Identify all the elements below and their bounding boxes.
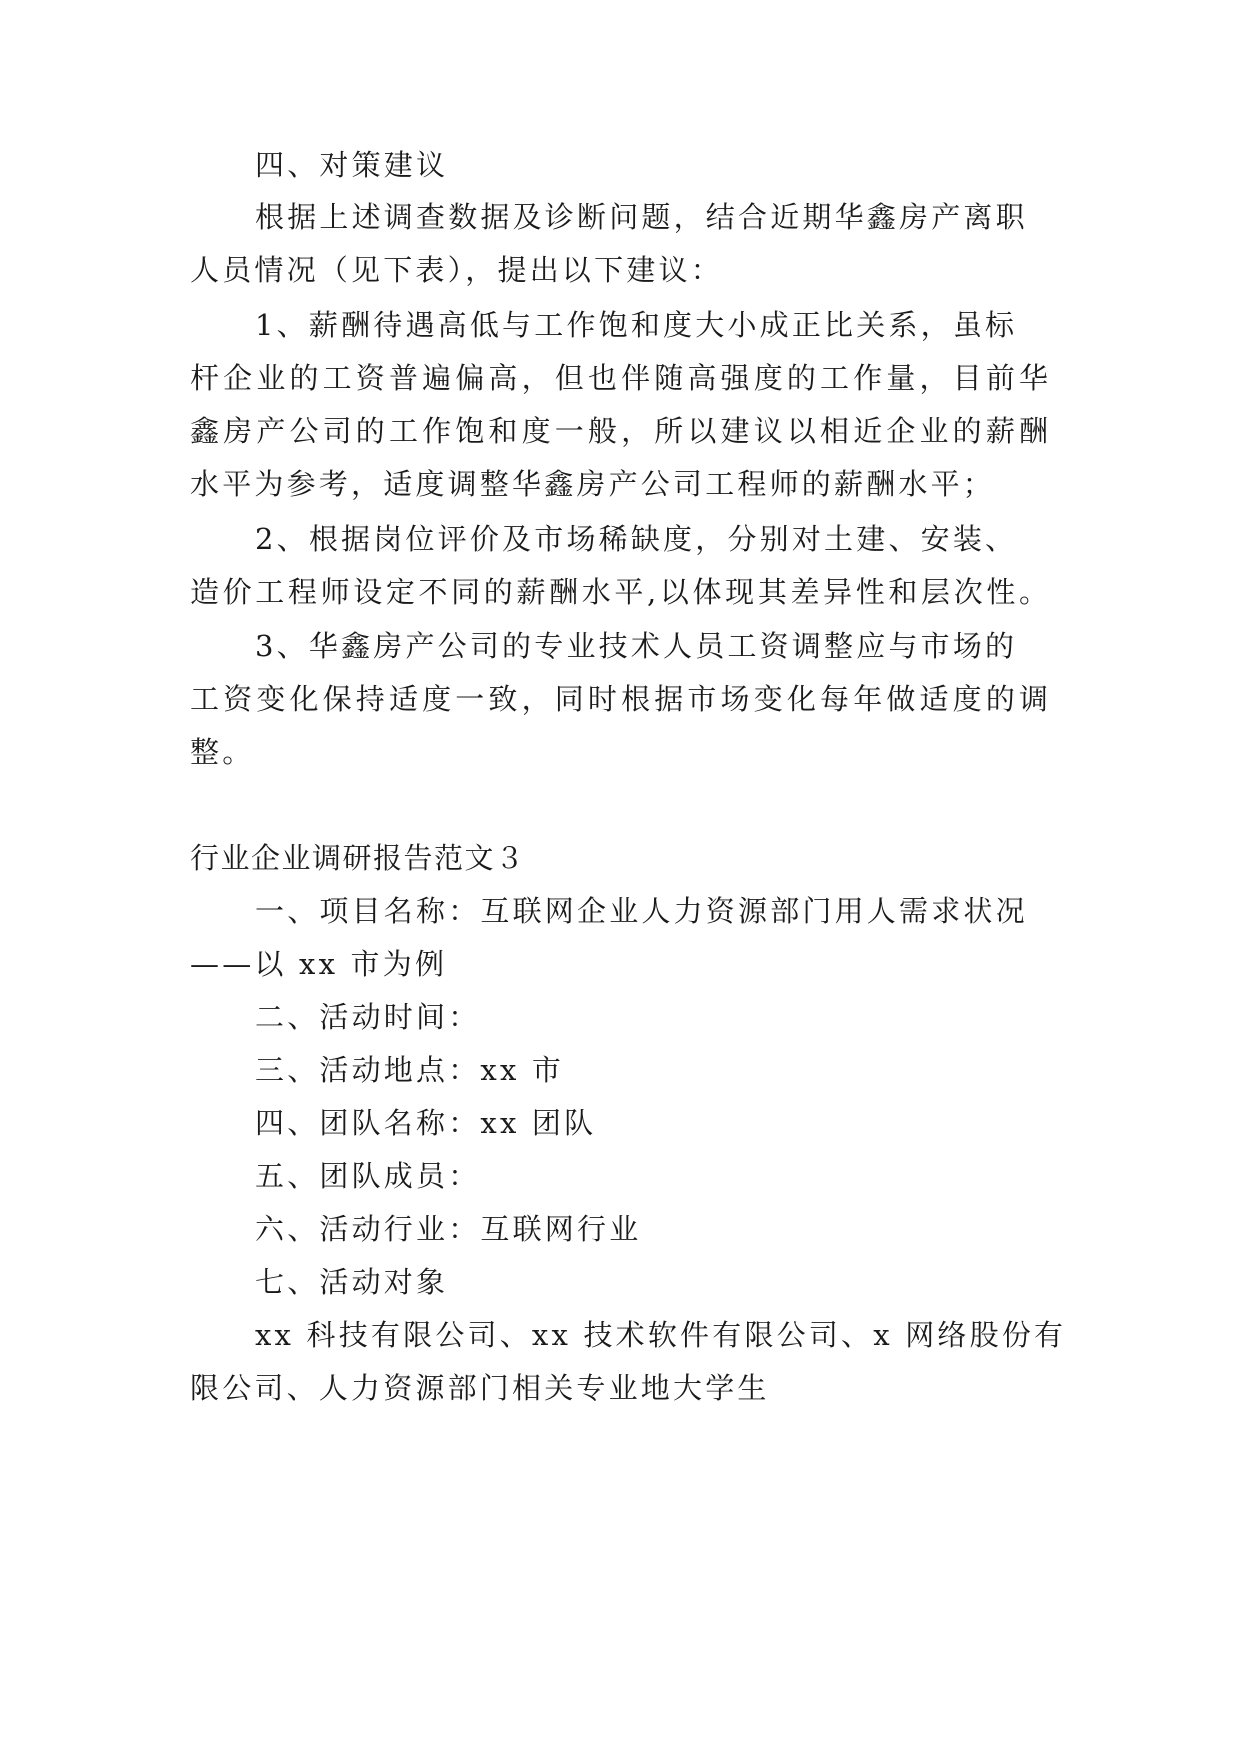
paragraph-line: 工资变化保持适度一致，同时根据市场变化每年做适度的调: [190, 682, 1048, 716]
list-item: 五、团队成员：: [255, 1159, 481, 1193]
paragraph-line: 鑫房产公司的工作饱和度一般，所以建议以相近企业的薪酬: [190, 414, 1048, 448]
paragraph-line: ——以 xx 市为例: [190, 947, 448, 981]
paragraph-line: 限公司、人力资源部门相关专业地大学生: [190, 1371, 770, 1405]
paragraph-line: 一、项目名称：互联网企业人力资源部门用人需求状况: [255, 894, 1028, 928]
paragraph-line: 杆企业的工资普遍偏高，但也伴随高强度的工作量，目前华: [190, 361, 1048, 395]
paragraph-line: 3、华鑫房产公司的专业技术人员工资调整应与市场的: [255, 629, 1018, 663]
list-item: 七、活动对象: [255, 1265, 449, 1299]
report-title: 行业企业调研报告范文３: [190, 841, 526, 875]
list-item: 二、活动时间：: [255, 1000, 481, 1034]
paragraph-line: 造价工程师设定不同的薪酬水平,以体现其差异性和层次性。: [190, 575, 1048, 609]
paragraph-line: 整。: [190, 735, 255, 769]
list-item: 三、活动地点：xx 市: [255, 1053, 565, 1087]
section-heading-countermeasures: 四、对策建议: [255, 148, 449, 182]
paragraph-line: 1、薪酬待遇高低与工作饱和度大小成正比关系，虽标: [255, 308, 1018, 342]
list-item: 六、活动行业：互联网行业: [255, 1212, 642, 1246]
list-item: 四、团队名称：xx 团队: [255, 1106, 597, 1140]
paragraph-line: 2、根据岗位评价及市场稀缺度，分别对土建、安装、: [255, 522, 1018, 556]
paragraph-line: 水平为参考，适度调整华鑫房产公司工程师的薪酬水平；: [190, 467, 996, 501]
paragraph-line: 根据上述调查数据及诊断问题，结合近期华鑫房产离职: [255, 200, 1028, 234]
paragraph-line: 人员情况（见下表），提出以下建议：: [190, 253, 723, 287]
paragraph-line: xx 科技有限公司、xx 技术软件有限公司、x 网络股份有: [255, 1318, 1067, 1352]
